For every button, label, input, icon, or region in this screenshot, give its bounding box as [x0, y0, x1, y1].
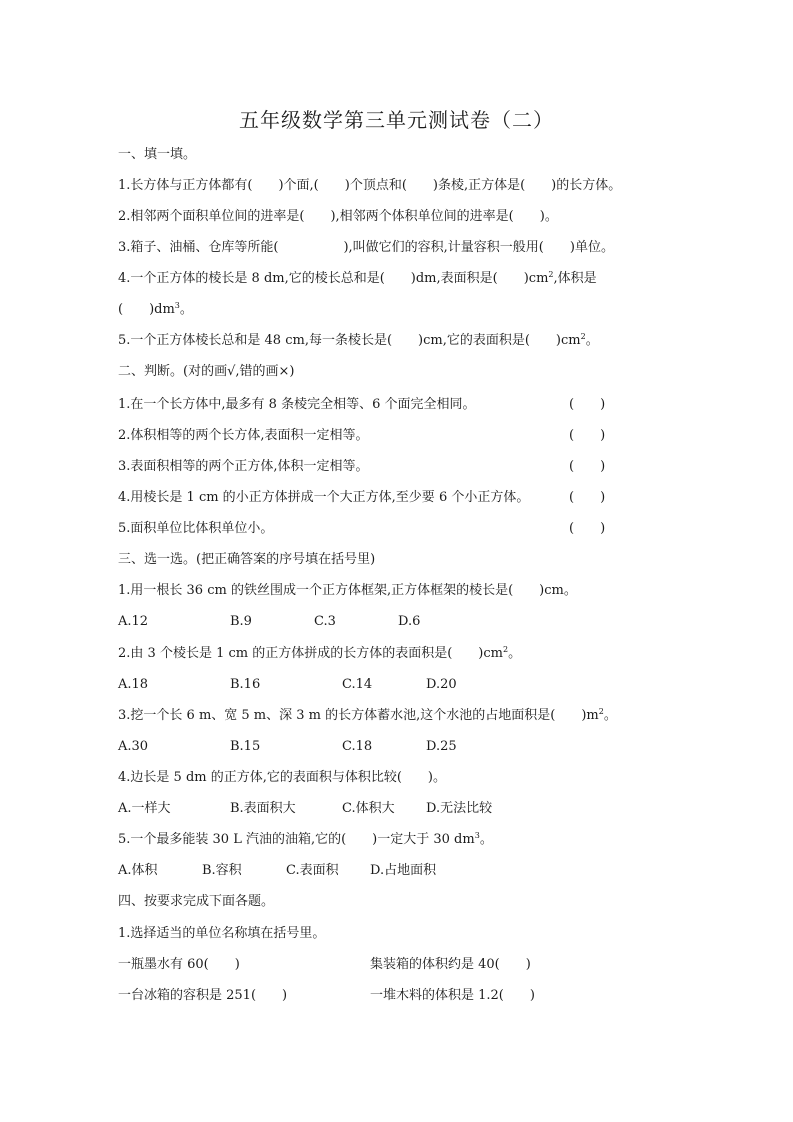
- s3-q2-option-d: D.20: [426, 677, 457, 692]
- s1-question-4-cont: ( )$dm^3$。: [118, 301, 193, 317]
- section-1-heading: 一、填一填。: [118, 147, 197, 162]
- page-title: 五年级数学第三单元测试卷（二）: [239, 108, 554, 132]
- s3-question-1: 1.用一根长 36 cm 的铁丝围成一个正方体框架,正方体框架的棱长是( )cm。: [118, 583, 577, 598]
- s3-q4-option-c: C.体积大: [342, 801, 395, 816]
- s3-question-4: 4.边长是 5 dm 的正方体,它的表面积与体积比较( )。: [118, 770, 446, 785]
- s1-question-1: 1.长方体与正方体都有( )个面,( )个顶点和( )条棱,正方体是( )的长方体。: [118, 178, 622, 193]
- s2-item-2: 2.体积相等的两个长方体,表面积一定相等。: [118, 428, 369, 443]
- s3-q3-option-d: D.25: [426, 739, 457, 754]
- s3-q3-option-c: C.18: [342, 739, 373, 754]
- s3-question-5: 5.一个最多能装 30 L 汽油的油箱,它的( )一定大于 30 $dm^3$。: [118, 831, 493, 847]
- s1-question-4: 4.一个正方体的棱长是 8 dm,它的棱长总和是( )dm,表面积是( )$cm^2$,体积是: [118, 270, 597, 286]
- s3-q4-option-d: D.无法比较: [426, 801, 493, 816]
- s4-row1-left: 一瓶墨水有 60( ): [118, 957, 240, 972]
- s2-item-5-answer-box: ( ): [569, 521, 606, 536]
- s3-q5-option-b: B.容积: [202, 863, 242, 878]
- s2-item-4: 4.用棱长是 1 cm 的小正方体拼成一个大正方体,至少要 6 个小正方体。: [118, 490, 530, 505]
- s2-item-3: 3.表面积相等的两个正方体,体积一定相等。: [118, 459, 369, 474]
- s3-q1-option-c: C.3: [314, 614, 336, 629]
- section-4-heading: 四、按要求完成下面各题。: [118, 894, 275, 909]
- s3-q5-option-c: C.表面积: [286, 863, 339, 878]
- s3-q2-option-b: B.16: [230, 677, 261, 692]
- section-2-heading: 二、判断。(对的画√,错的画×): [118, 364, 295, 379]
- s3-q3-option-b: B.15: [230, 739, 261, 754]
- s3-q5-option-d: D.占地面积: [370, 863, 437, 878]
- s3-q4-option-a: A.一样大: [118, 801, 171, 816]
- s1-question-3: 3.箱子、油桶、仓库等所能( ),叫做它们的容积,计量容积一般用( )单位。: [118, 240, 614, 255]
- s4-row2-right: 一堆木料的体积是 1.2( ): [370, 988, 535, 1003]
- s4-question-1: 1.选择适当的单位名称填在括号里。: [118, 926, 326, 941]
- s3-q2-option-c: C.14: [342, 677, 373, 692]
- s1-question-2: 2.相邻两个面积单位间的进率是( ),相邻两个体积单位间的进率是( )。: [118, 209, 558, 224]
- s2-item-4-answer-box: ( ): [569, 490, 606, 505]
- s4-row1-right: 集装箱的体积约是 40( ): [370, 957, 531, 972]
- s1-question-5: 5.一个正方体棱长总和是 48 cm,每一条棱长是( )cm,它的表面积是( )$cm^2$。: [118, 332, 599, 348]
- s3-q1-option-a: A.12: [118, 614, 149, 629]
- s2-item-3-answer-box: ( ): [569, 459, 606, 474]
- s2-item-2-answer-box: ( ): [569, 428, 606, 443]
- s4-row2-left: 一台冰箱的容积是 251( ): [118, 988, 288, 1003]
- s3-question-3: 3.挖一个长 6 m、宽 5 m、深 3 m 的长方体蓄水池,这个水池的占地面积是( )$m^2$。: [118, 707, 617, 723]
- s2-item-5: 5.面积单位比体积单位小。: [118, 521, 274, 536]
- s3-q3-option-a: A.30: [118, 739, 149, 754]
- s3-question-2: 2.由 3 个棱长是 1 cm 的正方体拼成的长方体的表面积是( )$cm^2$。: [118, 645, 522, 661]
- s2-item-1-answer-box: ( ): [569, 397, 606, 412]
- s3-q4-option-b: B.表面积大: [230, 801, 296, 816]
- s3-q2-option-a: A.18: [118, 677, 149, 692]
- s3-q1-option-b: B.9: [230, 614, 252, 629]
- s3-q1-option-d: D.6: [398, 614, 421, 629]
- s3-q5-option-a: A.体积: [118, 863, 158, 878]
- s2-item-1: 1.在一个长方体中,最多有 8 条棱完全相等、6 个面完全相同。: [118, 397, 476, 412]
- section-3-heading: 三、选一选。(把正确答案的序号填在括号里): [118, 552, 376, 567]
